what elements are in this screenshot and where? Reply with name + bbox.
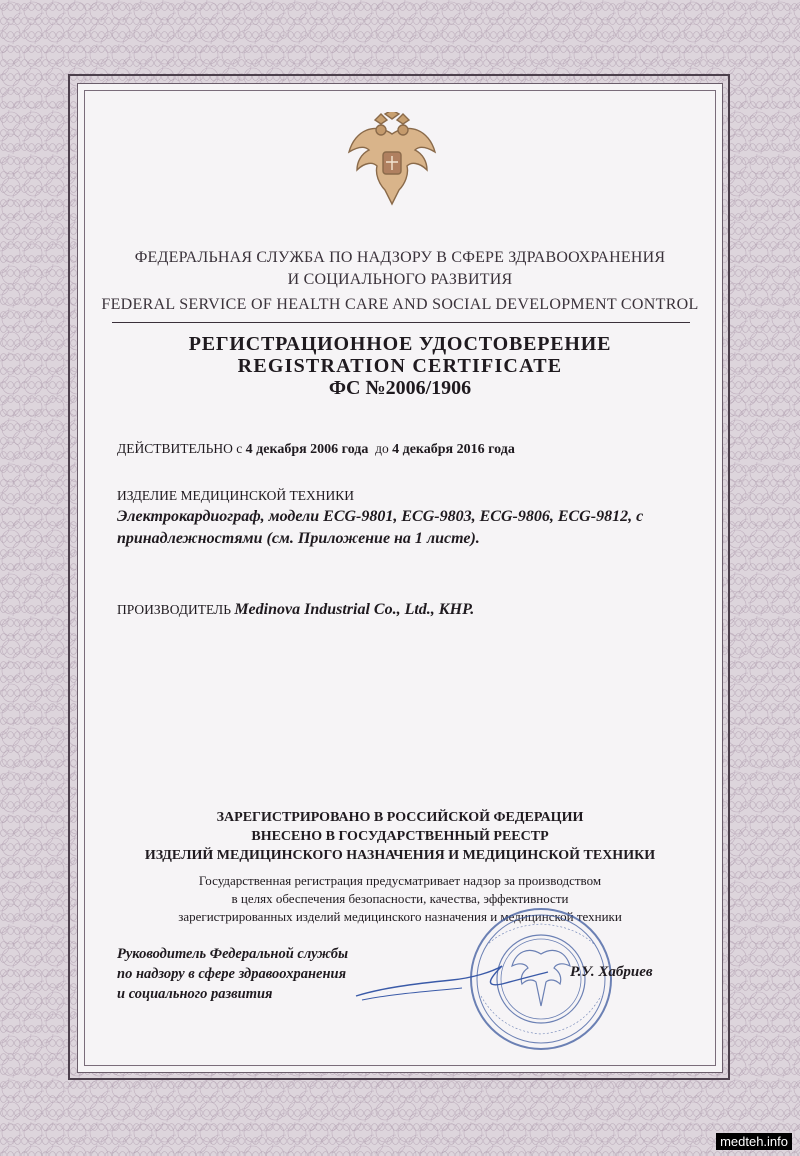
agency-line-2: И СОЦИАЛЬНОГО РАЗВИТИЯ <box>287 271 513 288</box>
device-name: Электрокардиограф, модели ECG-9801, ECG-9803, ECG-9806, ECG-9812, с принадлежностями (см. Приложение на 1 листе). <box>117 508 644 547</box>
manufacturer-name: Medinova Industrial Co., Ltd., КНР. <box>234 601 475 618</box>
official-title <box>117 944 348 1004</box>
watermark: medteh.info <box>716 1133 792 1150</box>
note-line-2: в целях обеспечения безопасности, качества, эффективности <box>231 891 569 906</box>
agency-name-en: FEDERAL SERVICE OF HEALTH CARE AND SOCIAL DEVELOPMENT CONTROL <box>101 296 699 313</box>
divider <box>112 322 690 323</box>
signer-name: Р.У. Хабриев <box>570 964 653 980</box>
validity-to: 4 декабря 2016 года <box>392 442 515 457</box>
registration-statement <box>84 808 716 865</box>
certificate-title-en: REGISTRATION CERTIFICATE <box>237 355 563 377</box>
registration-line-2: ВНЕСЕНО В ГОСУДАРСТВЕННЫЙ РЕЕСТР <box>251 829 549 844</box>
official-line-3: и социального развития <box>117 986 273 1002</box>
note-line-3: зарегистрированных изделий медицинского назначения и медицинской техники <box>178 909 622 924</box>
agency-line-1: ФЕДЕРАЛЬНАЯ СЛУЖБА ПО НАДЗОРУ В СФЕРЕ ЗДРАВООХРАНЕНИЯ <box>134 249 666 266</box>
device-label: ИЗДЕЛИЕ МЕДИЦИНСКОЙ ТЕХНИКИ <box>117 488 354 503</box>
registration-line-3: ИЗДЕЛИЙ МЕДИЦИНСКОГО НАЗНАЧЕНИЯ И МЕДИЦИНСКОЙ ТЕХНИКИ <box>144 848 656 863</box>
registration-line-1: ЗАРЕГИСТРИРОВАНО В РОССИЙСКОЙ ФЕДЕРАЦИИ <box>216 810 584 825</box>
official-line-2: по надзору в сфере здравоохранения <box>117 966 347 982</box>
validity-from: 4 декабря 2006 года <box>245 442 369 457</box>
manufacturer-line <box>117 601 474 619</box>
certificate-number: ФС №2006/1906 <box>328 377 472 399</box>
certificate-title-ru: РЕГИСТРАЦИОННОЕ УДОСТОВЕРЕНИЕ <box>188 333 612 355</box>
signature-image <box>352 958 552 1018</box>
validity-label: ДЕЙСТВИТЕЛЬНО с <box>117 441 243 456</box>
agency-name-ru <box>84 247 716 291</box>
note-line-1: Государственная регистрация предусматривает надзор за производством <box>198 873 602 888</box>
manufacturer-label: ПРОИЗВОДИТЕЛЬ <box>117 602 231 617</box>
official-line-1: Руководитель Федеральной службы <box>117 946 349 962</box>
validity-line <box>117 441 515 458</box>
validity-to-label: до <box>375 441 389 456</box>
coat-of-arms-icon <box>345 112 439 212</box>
